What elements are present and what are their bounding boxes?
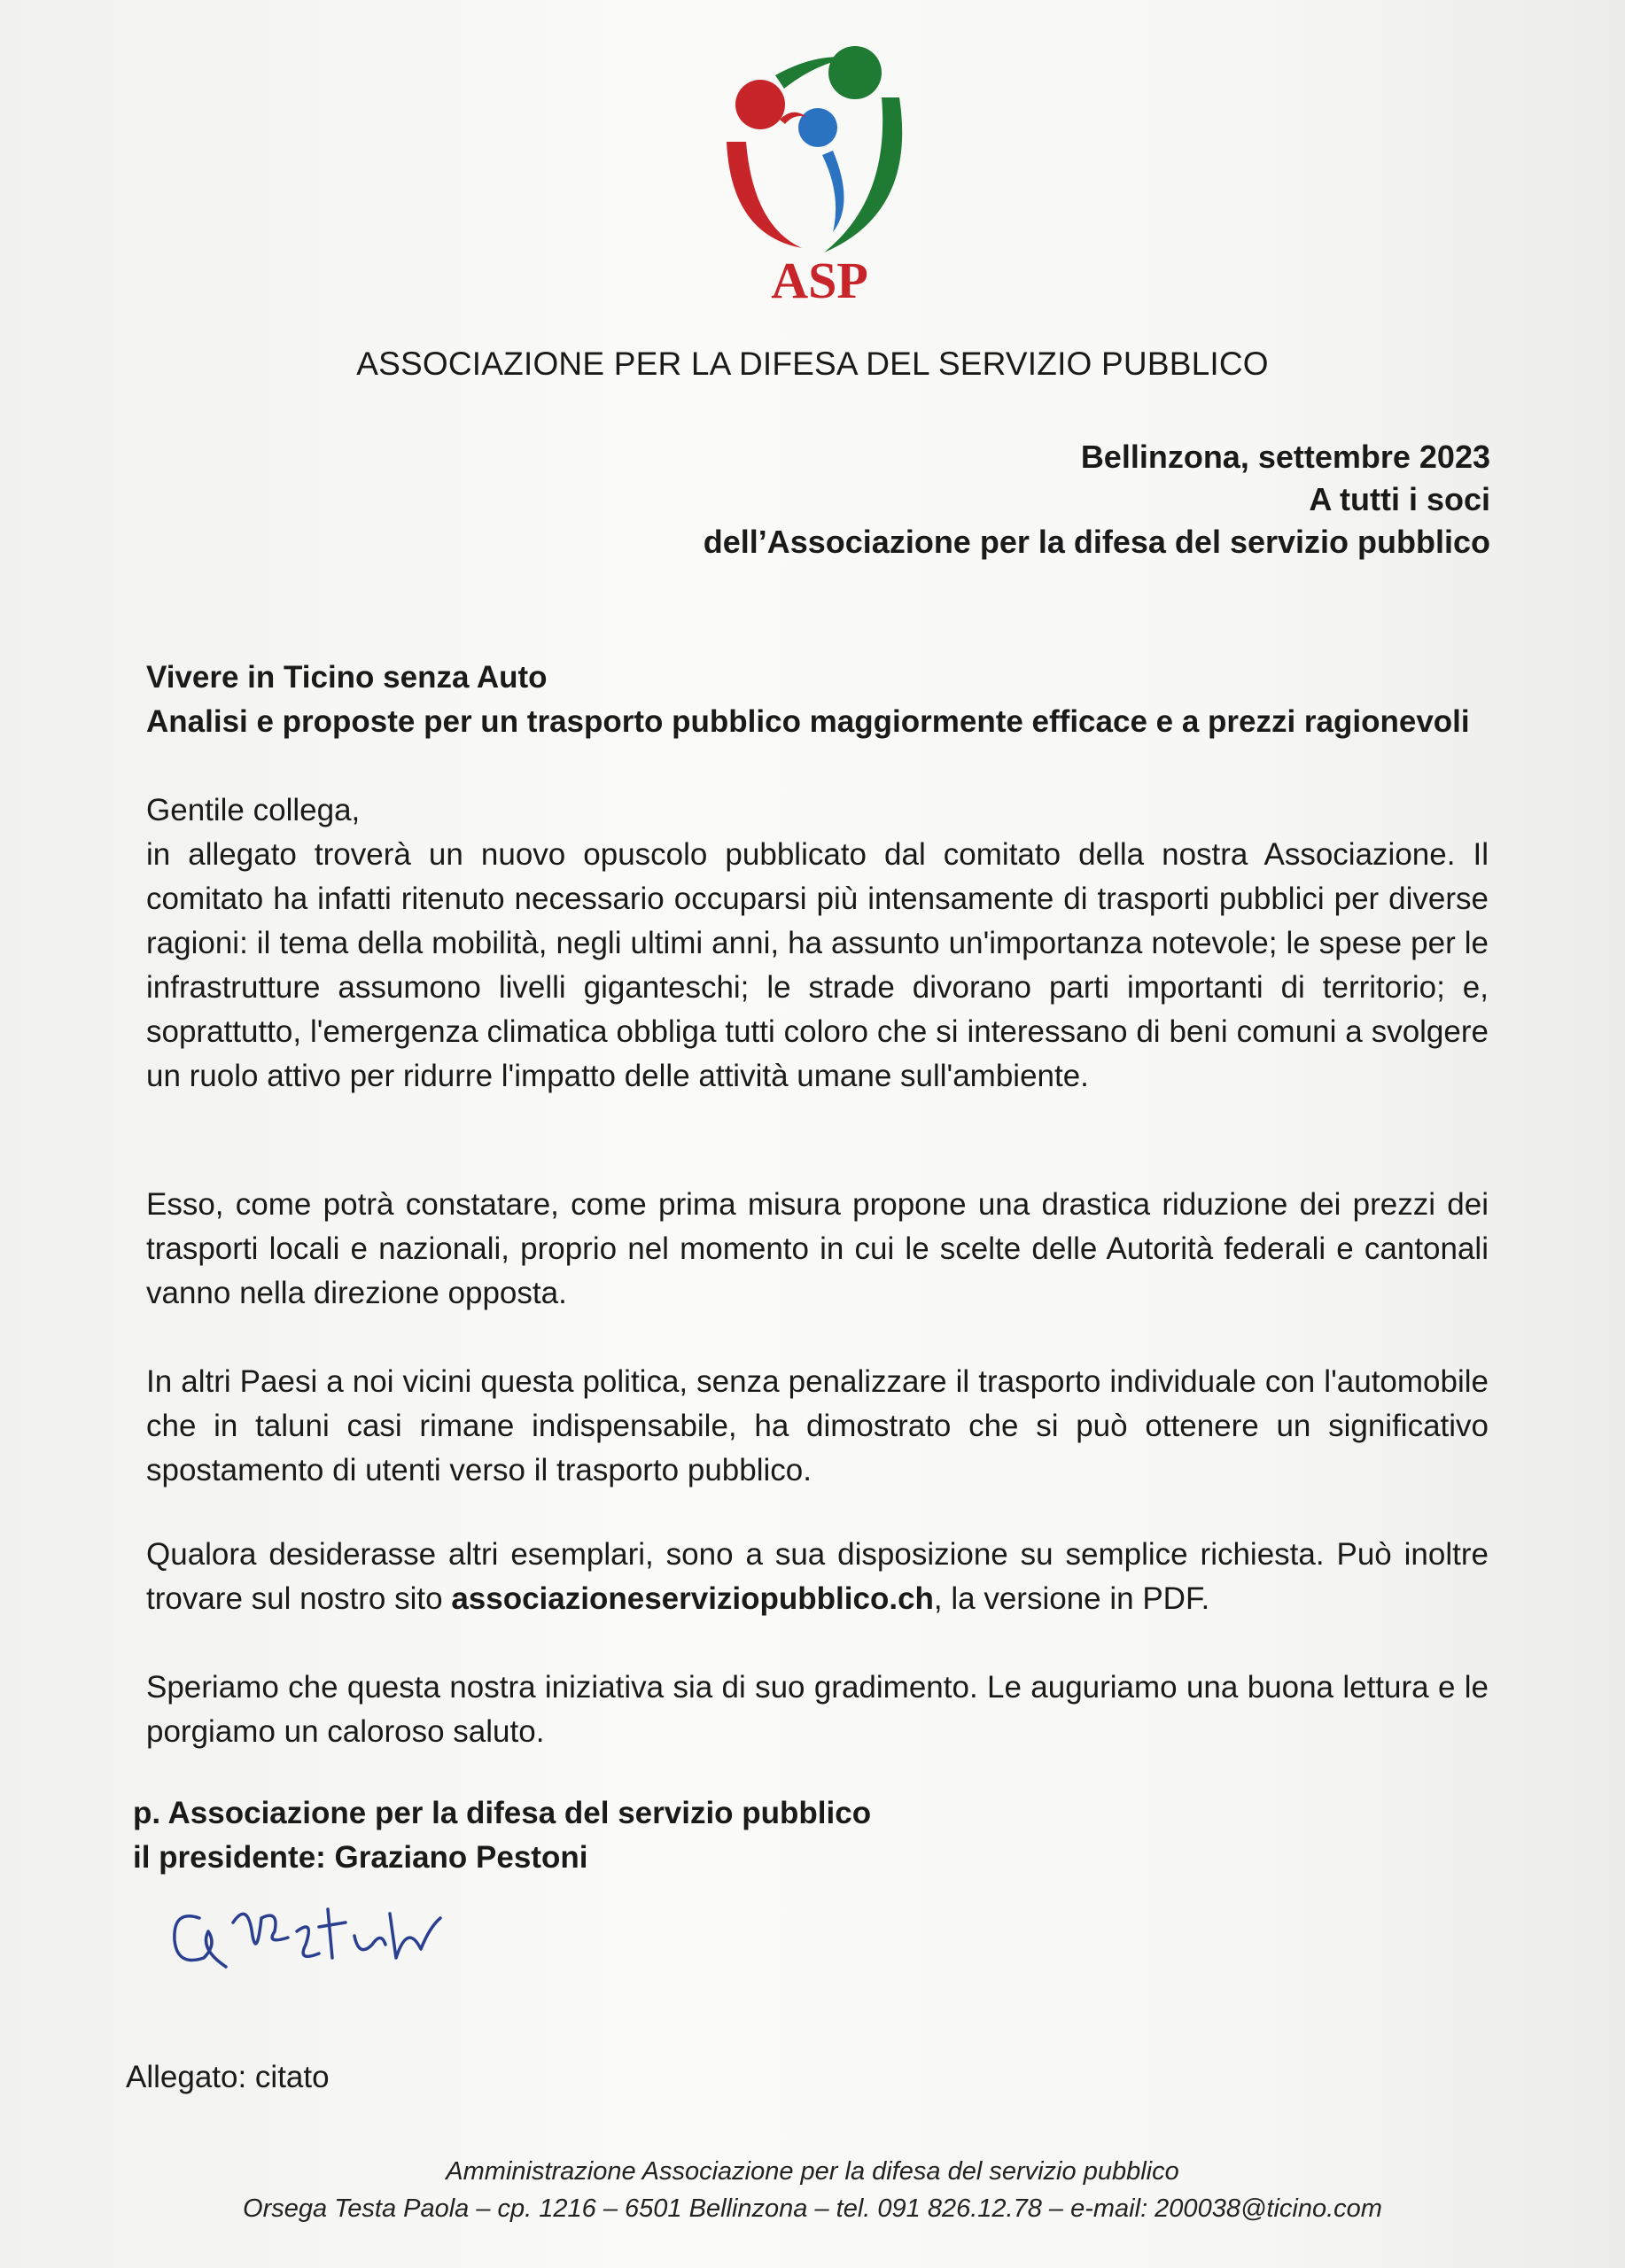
greeting: Gentile collega, bbox=[146, 793, 361, 827]
logo-green-circle bbox=[828, 46, 882, 99]
logo-text: ASP bbox=[771, 252, 868, 301]
logo-red-circle bbox=[735, 80, 785, 129]
recipient-block bbox=[704, 436, 1490, 563]
paragraph-4-start: Qualora desiderasse altri esemplari, sono a sua disposizione su semplice richiesta. Può inoltre trovare sul nostro sito bbox=[146, 1537, 1489, 1616]
handwritten-signature bbox=[164, 1883, 536, 1980]
subject-block bbox=[146, 656, 1493, 744]
paragraph-4 bbox=[146, 1533, 1489, 1621]
paragraph-1 bbox=[146, 833, 1489, 1099]
website-link: associazioneserviziopubblico.ch bbox=[451, 1581, 934, 1616]
paragraph-2 bbox=[146, 1183, 1489, 1316]
logo-blue-arc bbox=[822, 151, 844, 232]
footer bbox=[0, 2153, 1625, 2227]
paragraph-4-end: , la versione in PDF. bbox=[933, 1581, 1210, 1616]
signoff-president: il presidente: Graziano Pestoni bbox=[133, 1840, 588, 1875]
signoff-org: p. Associazione per la difesa del servizio pubblico bbox=[133, 1796, 872, 1830]
logo-red-arc bbox=[727, 142, 802, 248]
paragraph-3 bbox=[146, 1360, 1489, 1493]
footer-contact: Orsega Testa Paola – cp. 1216 – 6501 Bellinzona – tel. 091 826.12.78 – e-mail: 200038@ticino.com bbox=[243, 2194, 1382, 2223]
date-line: Bellinzona, settembre 2023 bbox=[1080, 439, 1490, 475]
attachment-note: Allegato: citato bbox=[126, 2060, 330, 2094]
paragraph-5-text: Speriamo che questa nostra iniziativa sia di suo gradimento. Le auguriamo una buona lettura e le porgiamo un caloroso saluto. bbox=[146, 1670, 1489, 1749]
asp-logo bbox=[709, 35, 930, 301]
logo-blue-circle bbox=[798, 108, 837, 147]
recipient-line: A tutti i soci bbox=[1309, 481, 1490, 517]
paragraph-1-text: in allegato troverà un nuovo opuscolo pubblicato dal comitato della nostra Associazione. Il comitato ha infatti ritenuto necessario occuparsi più intensamente di trasporti pubblici per diverse ragioni: il tema della mobilità, negli ultimi anni, ha assunto un'importanza notevole; le spese per le infrastrutture assumono livelli giganteschi; le strade divorano parti importanti di territorio; e, soprattutto, l'emergenza climatica obbliga tutti coloro che si interessano di beni comuni a svolgere un ruolo attivo per ridurre l'impatto delle attività umane sull'ambiente. bbox=[146, 837, 1489, 1093]
footer-admin: Amministrazione Associazione per la difesa del servizio pubblico bbox=[446, 2157, 1179, 2186]
organization-title: ASSOCIAZIONE PER LA DIFESA DEL SERVIZIO PUBBLICO bbox=[356, 346, 1269, 382]
subject-title: Vivere in Ticino senza Auto bbox=[146, 660, 548, 695]
paragraph-3-text: In altri Paesi a noi vicini questa politica, senza penalizzare il trasporto individuale con l'automobile che in taluni casi rimane indispensabile, ha dimostrato che si può ottenere un significativo spostamento di utenti verso il trasporto pubblico. bbox=[146, 1364, 1489, 1487]
paragraph-2-text: Esso, come potrà constatare, come prima misura propone una drastica riduzione dei prezzi dei trasporti locali e nazionali, proprio nel momento in cui le scelte delle Autorità federali e cantonali vanno nella direzione opposta. bbox=[146, 1187, 1489, 1310]
recipient-org-line: dell’Associazione per la difesa del servizio pubblico bbox=[703, 524, 1490, 560]
subject-subtitle: Analisi e proposte per un trasporto pubblico maggiormente efficace e a prezzi ragionevoli bbox=[146, 704, 1470, 739]
signoff-block bbox=[133, 1791, 871, 1880]
paragraph-5 bbox=[146, 1666, 1489, 1754]
paragraph-4-text bbox=[146, 1533, 1489, 1621]
